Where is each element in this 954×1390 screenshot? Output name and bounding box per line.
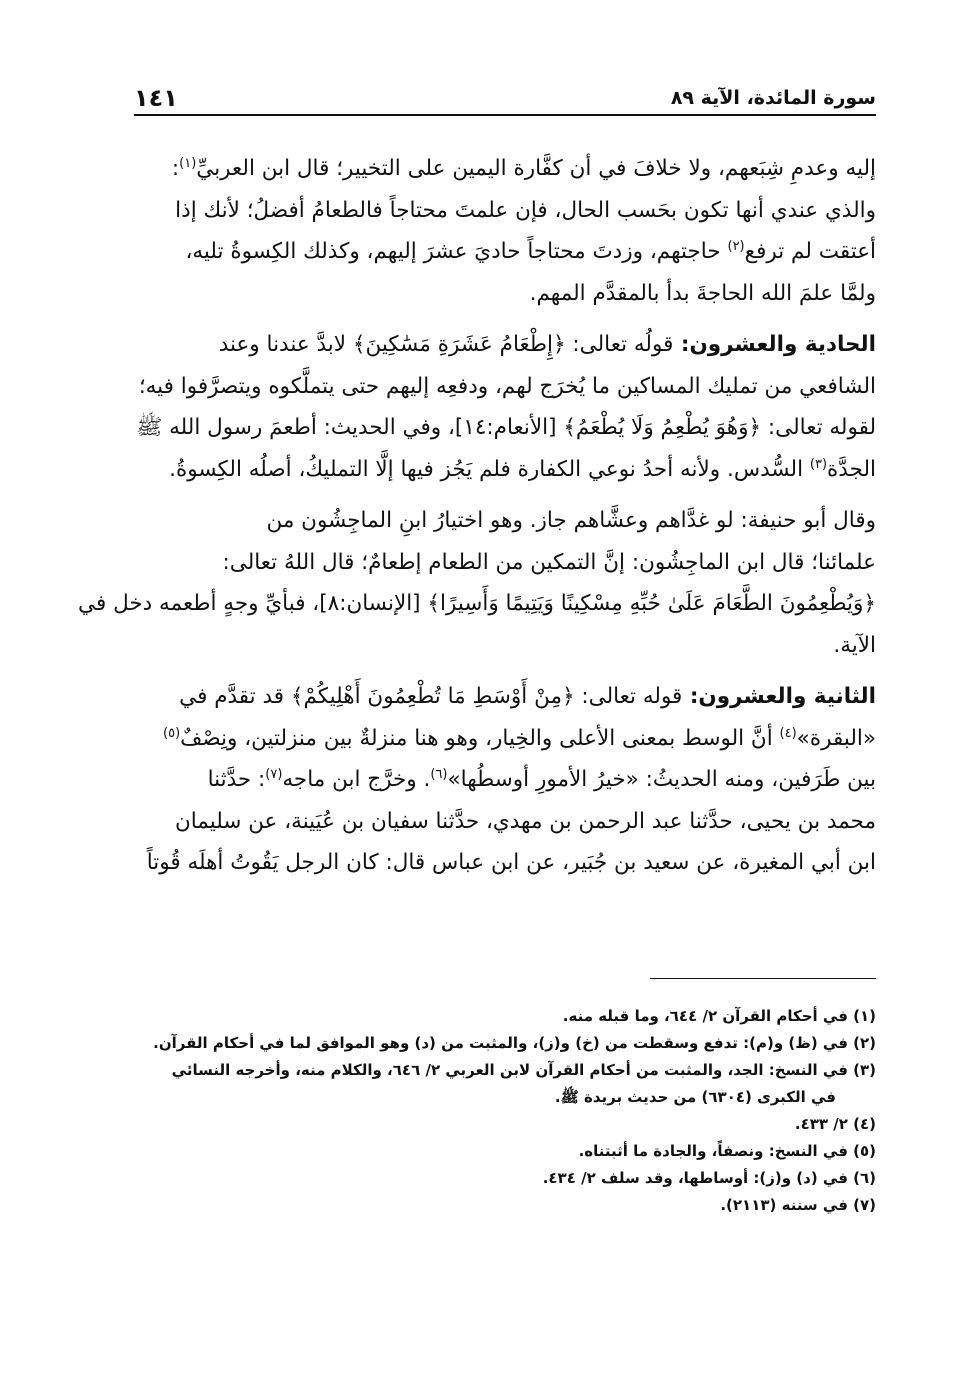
line-text: ابن أبي المغيرة، عن سعيد بن جُبَير، عن ابن عباس قال: كان الرجل يَقُوتُ أهلَه قُوتاً — [146, 850, 876, 875]
footnote: (٤) ٢/ ٤٣٣. — [794, 1115, 876, 1133]
footnote: (٣) في النسخ: الجد، والمثبت من أحكام القرآن لابن العربي ٢/ ٦٤٦، والكلام منه، وأخرجه النسائي — [171, 1061, 876, 1079]
footnote-ref: (٢) — [727, 238, 745, 254]
line-text: : — [171, 156, 180, 181]
line-text: قوله تعالى: ﴿مِنْ أَوْسَطِ مَا تُطْعِمُونَ أَهْلِيكُمْ﴾ قد تقدَّم في — [179, 684, 683, 709]
line-text: ولمَّا علمَ الله الحاجةَ بدأ بالمقدَّم المهم. — [529, 280, 876, 306]
text-line — [134, 273, 876, 315]
running-title: سورة المائدة، الآية ٨٩ — [670, 87, 876, 109]
line-text: السُّدس. ولأنه أحدُ نوعي الكفارة فلم يَجُز فيها إلَّا التمليكُ، أصلُه الكِسوةُ. — [169, 456, 810, 482]
footnote-ref: (٣) — [809, 456, 828, 472]
line-text: الشافعي من تمليك المساكين ما يُخرَج لهم، ودفعِه إليهم حتى يتملَّكوه ويتصرَّفوا فيه؛ — [138, 373, 876, 399]
line-text: محمد بن يحيى، حدَّثنا عبد الرحمن بن مهدي، حدَّثنا سفيان بن عُيَينة، عن سليمان — [174, 808, 876, 834]
paragraph-gap — [134, 666, 876, 676]
text-line — [134, 231, 876, 273]
page-number: ١٤١ — [134, 84, 178, 112]
line-text: والذي عندي أنها تكون بحَسب الحال، فإن علمتَ محتاجاً فالطعامُ أفضلُ؛ لأنك إذا — [175, 197, 876, 223]
line-text: لقوله تعالى: ﴿وَهُوَ يُطْعِمُ وَلَا يُطْعَمُ﴾ [الأنعام:١٤]، وفي الحديث: أطعمَ رسول الله ﷺ — [136, 415, 876, 440]
line-text: قولُه تعالى: ﴿إِطْعَامُ عَشَرَةِ مَسَٰكِينَ﴾ لابدَّ عندنا وعند — [218, 332, 674, 357]
text-line — [134, 759, 876, 801]
footnote: في الكبرى (٦٣٠٤) من حديث بريدة ﷺ. — [554, 1088, 836, 1106]
line-text: الآية. — [833, 632, 876, 658]
line-text: . وخرَّج ابن ماجه — [282, 767, 431, 792]
text-line — [134, 366, 876, 408]
footnote-ref: (١) — [179, 155, 197, 171]
footnote: (٧) في سننه (٢١١٣). — [720, 1196, 876, 1214]
text-line — [134, 676, 876, 718]
footnote: (١) في أحكام القرآن ٢/ ٦٤٤، وما قبله منه. — [562, 1007, 876, 1025]
line-text: وقال أبو حنيفة: لو غدَّاهم وعشَّاهم جاز. وهو اختيارُ ابنِ الماجِشُون من — [266, 508, 876, 533]
line-text: أنَّ الوسط بمعنى الأعلى والخِيار، وهو هنا منزلةٌ بين منزلتين، ونِصْفٌ — [180, 725, 780, 751]
text-line — [134, 542, 876, 584]
text-line — [134, 190, 876, 232]
paragraph-gap — [134, 490, 876, 500]
footnotes — [134, 1003, 876, 1219]
text-line — [134, 449, 876, 491]
line-text: : حدَّثنا — [207, 767, 266, 792]
footnote-ref: (٧) — [265, 766, 283, 782]
footnote: (٦) في (د) و(ز): أوساطها، وقد سلف ٢/ ٤٣٤. — [542, 1169, 876, 1187]
line-text: الجدَّة — [827, 456, 876, 482]
line-text: علمائنا؛ قال ابن الماجِشُون: إنَّ التمكين من الطعام إطعامٌ؛ قال اللهُ تعالى: — [222, 549, 876, 575]
footnote-ref: (٥) — [163, 725, 181, 741]
footnote: (٥) في النسخ: ونصفاً، والجادة ما أثبتناه. — [578, 1142, 876, 1160]
text-line — [78, 583, 876, 625]
line-text: «البقرة» — [796, 725, 876, 751]
line-text: إليه وعدمِ شِبَعهم، ولا خلافَ في أن كفَّارة اليمين على التخيير؛ قال ابن العربيِّ — [196, 156, 876, 181]
paragraph-gap — [134, 314, 876, 324]
line-text: أعتقت لم ترفع — [744, 239, 876, 264]
footnote: (٢) في (ظ) و(م): تدفع وسقطت من (خ) و(ز)، والمثبت من (د) وهو الموافق لما في أحكام القرآن. — [153, 1034, 876, 1052]
text-line — [134, 842, 876, 884]
section-heading: الثانية والعشرون: — [682, 684, 876, 709]
text-line — [134, 801, 876, 843]
text-line — [134, 148, 876, 190]
text-line — [134, 324, 876, 366]
footnote-separator — [650, 978, 876, 979]
page-header — [134, 70, 876, 116]
text-line — [134, 718, 876, 760]
line-text: حاجتهم، وزدتَ محتاجاً حاديَ عشرَ إليهم، وكذلك الكِسوةُ تليه، — [185, 239, 728, 264]
paragraph — [134, 676, 876, 884]
section-heading: الحادية والعشرون: — [673, 332, 876, 357]
footnote-ref: (٦) — [430, 766, 448, 782]
paragraph — [78, 500, 876, 666]
main-text — [78, 148, 876, 884]
line-text: ﴿وَيُطْعِمُونَ الطَّعَامَ عَلَىٰ حُبِّهِ مِسْكِينًا وَيَتِيمًا وَأَسِيرًا﴾ [الإنسان:٨]، فبأيِّ وجهٍ أطعمه دخل في — [78, 591, 876, 616]
footnote-ref: (٤) — [779, 725, 797, 741]
paragraph — [134, 324, 876, 490]
text-line — [134, 625, 876, 667]
paragraph — [134, 148, 876, 314]
line-text: بين طَرَفين، ومنه الحديثُ: «خيرُ الأمورِ أوسطُها» — [447, 767, 876, 792]
text-line — [134, 500, 876, 542]
text-line — [134, 407, 876, 449]
